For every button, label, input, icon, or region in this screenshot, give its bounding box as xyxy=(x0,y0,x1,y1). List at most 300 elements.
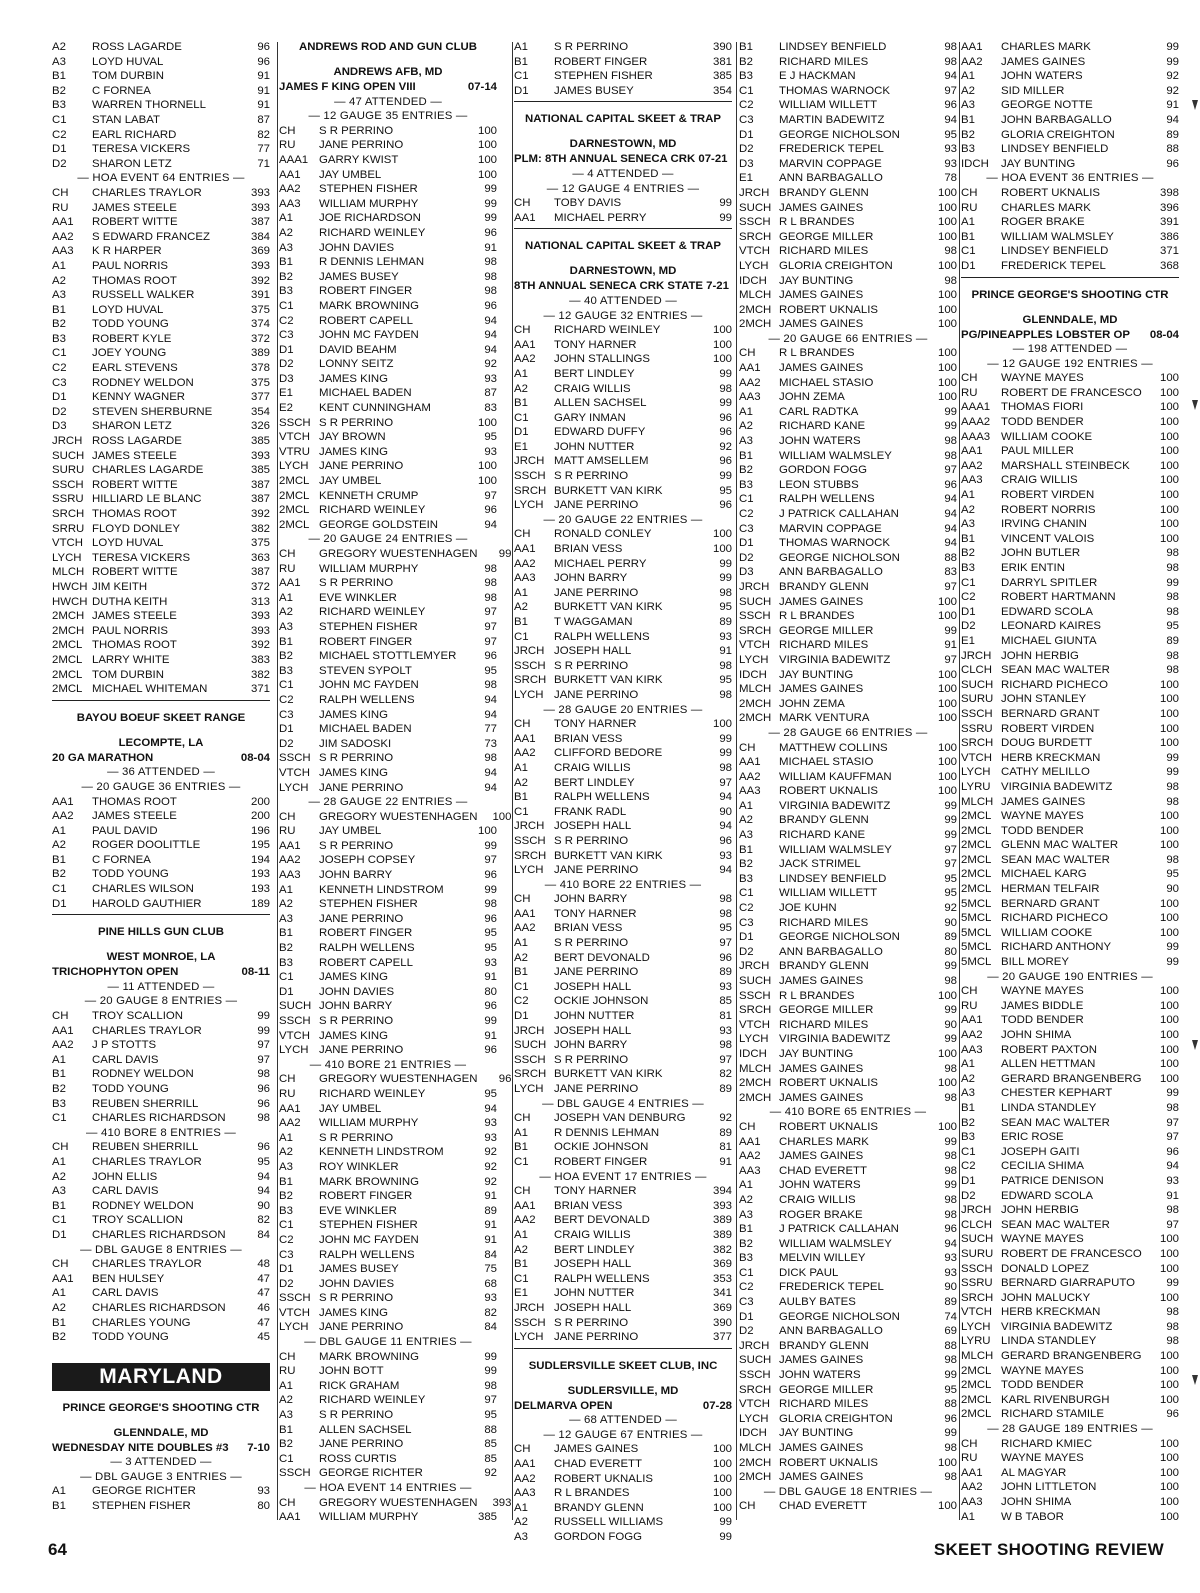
class-code: MLCH xyxy=(961,795,994,808)
score: 98 xyxy=(719,893,732,906)
class-code: SSCH xyxy=(279,416,311,429)
result-row xyxy=(514,732,732,747)
result-row xyxy=(739,1499,957,1514)
class-code: D2 xyxy=(279,737,294,750)
score: 98 xyxy=(1166,853,1179,866)
result-row xyxy=(961,1291,1179,1306)
result-row xyxy=(279,1014,497,1029)
class-code: B1 xyxy=(279,927,293,940)
event-subheading: — DBL GAUGE 4 ENTRIES — xyxy=(542,1097,704,1110)
result-row xyxy=(514,1486,732,1501)
result-row xyxy=(514,1140,732,1155)
class-code: IDCH xyxy=(739,1047,767,1060)
score: 98 xyxy=(944,1208,957,1221)
class-code: AA3 xyxy=(961,474,983,487)
class-code: C3 xyxy=(279,1248,294,1261)
class-code: C1 xyxy=(279,971,294,984)
shooter-name: CHARLES RICHARDSON xyxy=(92,1112,226,1125)
result-row xyxy=(514,659,732,674)
score: 100 xyxy=(937,318,957,331)
class-code: IDCH xyxy=(961,157,989,170)
result-row xyxy=(961,1130,1179,1145)
result-row xyxy=(279,751,497,766)
shooter-name: EVE WINKLER xyxy=(319,1204,397,1217)
score: 391 xyxy=(1159,216,1179,229)
result-row xyxy=(961,371,1179,386)
shooter-name: BERT LINDLEY xyxy=(554,367,635,380)
score: 100 xyxy=(1159,459,1179,472)
result-row xyxy=(961,459,1179,474)
score: 100 xyxy=(1159,1364,1179,1377)
shooter-name: S R PERRINO xyxy=(554,1053,629,1066)
class-code: 5MCL xyxy=(961,926,992,939)
shooter-name: THOMAS WARNOCK xyxy=(779,537,890,550)
event-subheading: — HOA EVENT 64 ENTRIES — xyxy=(77,172,245,185)
shooter-name: VIRGINIA BADEWITZ xyxy=(779,653,891,666)
column-divider xyxy=(736,42,737,1520)
event-title-row xyxy=(514,152,732,167)
score: 100 xyxy=(937,756,957,769)
class-code: AA1 xyxy=(739,362,761,375)
club-heading: WEST MONROE, LA xyxy=(106,951,216,964)
score: 377 xyxy=(250,391,270,404)
score: 97 xyxy=(484,635,497,648)
score: 85 xyxy=(484,1438,497,1451)
result-row xyxy=(739,653,957,668)
score: 99 xyxy=(944,1179,957,1192)
shooter-name: REUBEN SHERRILL xyxy=(92,1141,199,1154)
class-code: B2 xyxy=(279,942,293,955)
score: 99 xyxy=(719,732,732,745)
result-row xyxy=(961,838,1179,853)
result-row xyxy=(739,259,957,274)
score: 80 xyxy=(944,945,957,958)
shooter-name: CHARLES LAGARDE xyxy=(92,464,204,477)
shooter-name: TOBY DAVIS xyxy=(554,197,622,210)
shooter-name: TODD YOUNG xyxy=(92,1083,169,1095)
shooter-name: CHAD EVERETT xyxy=(779,1164,867,1177)
class-code: 2MCL xyxy=(961,1393,992,1406)
score: 99 xyxy=(944,799,957,812)
class-code: MLCH xyxy=(739,1442,772,1454)
class-code: VTRU xyxy=(279,445,311,458)
score: 98 xyxy=(484,1379,497,1392)
shooter-name: JOHN WATERS xyxy=(779,1179,861,1192)
shooter-name: SEAN MAC WALTER xyxy=(1001,853,1110,866)
score: 98 xyxy=(944,1354,957,1367)
score: 99 xyxy=(719,1531,732,1544)
result-row xyxy=(739,536,957,551)
class-code: D1 xyxy=(279,723,294,736)
shooter-name: S R PERRINO xyxy=(319,1015,394,1027)
shooter-name: RICK GRAHAM xyxy=(319,1379,400,1392)
score: 100 xyxy=(937,289,957,302)
score: 87 xyxy=(257,113,270,126)
class-code: AA1 xyxy=(514,732,536,745)
score: 392 xyxy=(250,639,270,652)
score: 193 xyxy=(250,883,270,896)
result-row xyxy=(514,1009,732,1024)
shooter-name: MICHAEL WHITEMAN xyxy=(92,683,208,696)
result-row xyxy=(279,372,497,387)
result-row xyxy=(961,201,1179,216)
class-code: C3 xyxy=(52,376,67,389)
shooter-name: S R PERRINO xyxy=(554,1316,629,1329)
result-row xyxy=(52,1170,270,1185)
shooter-name: VIRGINIA BADEWITZ xyxy=(1001,1320,1113,1333)
class-code: 2MCL xyxy=(279,518,310,531)
shooter-name: WARREN THORNELL xyxy=(92,99,206,112)
class-code: C1 xyxy=(514,1155,529,1168)
shooter-name: DAVID BEAHM xyxy=(319,343,397,356)
section-rule xyxy=(961,277,1179,278)
result-row xyxy=(279,1306,497,1321)
result-row xyxy=(279,1160,497,1175)
result-row xyxy=(739,1324,957,1339)
column-3 xyxy=(514,40,732,1544)
shooter-name: ROBERT FINGER xyxy=(319,1190,413,1203)
result-row xyxy=(739,84,957,99)
score: 91 xyxy=(944,639,957,652)
score: 91 xyxy=(719,1155,732,1168)
score: 82 xyxy=(257,1214,270,1227)
shooter-name: RICHARD WEINLEY xyxy=(319,1394,426,1407)
class-code: B2 xyxy=(279,1190,293,1203)
score: 94 xyxy=(1166,113,1179,126)
result-row xyxy=(739,390,957,405)
score: 99 xyxy=(944,1427,957,1440)
score: 92 xyxy=(944,902,957,915)
result-row xyxy=(279,1466,497,1481)
shooter-name: GREGORY WUESTENHAGEN xyxy=(319,548,478,560)
shooter-name: RALPH WELLENS xyxy=(319,693,415,706)
result-row xyxy=(279,1204,497,1219)
score: 97 xyxy=(944,84,957,97)
score: 98 xyxy=(944,55,957,68)
class-code: SURU xyxy=(961,1247,994,1260)
class-code: SRCH xyxy=(961,1291,994,1304)
class-code: D2 xyxy=(739,1325,754,1338)
score: 100 xyxy=(712,1472,732,1485)
result-row xyxy=(52,157,270,172)
score: 92 xyxy=(719,1112,732,1125)
class-code: AA2 xyxy=(514,1214,536,1227)
shooter-name: SEAN MAC WALTER xyxy=(1001,664,1110,677)
class-code: A3 xyxy=(514,1531,528,1544)
class-code: B2 xyxy=(961,128,975,141)
score: 393 xyxy=(250,259,270,272)
result-row xyxy=(961,649,1179,664)
shooter-name: BRIAN VESS xyxy=(554,543,623,556)
score: 96 xyxy=(1166,1145,1179,1158)
score: 98 xyxy=(719,382,732,395)
shooter-name: JAMES GAINES xyxy=(1001,55,1086,68)
result-row xyxy=(739,434,957,449)
score: 393 xyxy=(492,1496,512,1509)
shooter-name: ROBERT UKNALIS xyxy=(779,785,878,798)
result-row xyxy=(961,1013,1179,1028)
score: 98 xyxy=(719,1039,732,1052)
shooter-name: R L BRANDES xyxy=(779,610,855,623)
score: 94 xyxy=(484,781,497,794)
shooter-name: CECILIA SHIMA xyxy=(1001,1160,1084,1173)
class-code: A1 xyxy=(52,259,66,272)
class-code: RU xyxy=(279,139,296,152)
result-row xyxy=(279,1291,497,1306)
shooter-name: JAMES KING xyxy=(319,1029,388,1042)
result-row xyxy=(279,211,497,226)
score: 100 xyxy=(1159,416,1179,429)
score: 98 xyxy=(1166,1335,1179,1348)
event-subheading: — HOA EVENT 14 ENTRIES — xyxy=(304,1482,472,1494)
result-row xyxy=(52,1272,270,1287)
class-code: RU xyxy=(961,201,978,214)
event-subheading: — 198 ATTENDED — xyxy=(1012,343,1128,356)
result-row xyxy=(279,737,497,752)
class-code: B2 xyxy=(739,858,753,871)
result-row xyxy=(739,303,957,318)
result-row xyxy=(961,503,1179,518)
class-code: AA1 xyxy=(279,577,301,590)
score: 97 xyxy=(484,854,497,867)
shooter-name: TODD BENDER xyxy=(1001,416,1084,429)
score: 385 xyxy=(712,70,732,83)
class-code: AA1 xyxy=(279,168,301,181)
score: 385 xyxy=(250,435,270,448)
class-code: B1 xyxy=(514,1258,528,1271)
shooter-name: CLIFFORD BEDORE xyxy=(554,747,663,760)
score: 383 xyxy=(250,653,270,666)
score: 47 xyxy=(257,1287,270,1300)
class-code: A2 xyxy=(739,814,753,827)
shooter-name: JAMES STEELE xyxy=(92,449,177,462)
class-code: LYCH xyxy=(739,653,769,666)
class-code: VTCH xyxy=(739,1398,771,1411)
class-code: CH xyxy=(514,1112,531,1125)
result-row xyxy=(739,171,957,186)
result-row xyxy=(739,1310,957,1325)
class-code: CH xyxy=(279,1496,296,1509)
result-row xyxy=(279,562,497,577)
result-row xyxy=(739,1456,957,1471)
result-row xyxy=(739,1353,957,1368)
class-code: SSCH xyxy=(514,470,546,483)
score: 97 xyxy=(719,937,732,950)
magazine-name: SKEET SHOOTING REVIEW xyxy=(933,1540,1164,1559)
class-code: SSCH xyxy=(961,707,993,720)
score: 95 xyxy=(1166,620,1179,633)
class-code: JRCH xyxy=(52,435,83,448)
score: 99 xyxy=(484,197,497,210)
class-code: 2MCL xyxy=(961,883,992,896)
shooter-name: GLORIA CREIGHTON xyxy=(779,259,893,272)
score: 98 xyxy=(944,449,957,462)
score: 94 xyxy=(944,493,957,506)
event-name: PLM: 8TH ANNUAL SENECA CRK 07-21 xyxy=(514,153,728,166)
shooter-name: TERESA VICKERS xyxy=(92,143,191,156)
column-divider xyxy=(277,42,278,1520)
score: 87 xyxy=(484,387,497,400)
score: 91 xyxy=(484,1219,497,1232)
score: 99 xyxy=(1166,941,1179,954)
result-row xyxy=(514,484,732,499)
shooter-name: S EDWARD FRANCEZ xyxy=(92,230,210,243)
class-code: SUCH xyxy=(739,595,772,608)
result-row xyxy=(52,128,270,143)
shooter-name: JANE PERRINO xyxy=(554,864,639,877)
score: 195 xyxy=(250,839,270,852)
class-code: A2 xyxy=(514,382,528,395)
shooter-name: LINDSEY BENFIELD xyxy=(779,41,887,53)
result-row xyxy=(52,1082,270,1097)
shooter-name: R DENNIS LEHMAN xyxy=(554,1126,660,1139)
class-code: SUCH xyxy=(52,449,85,462)
class-code: LYCH xyxy=(739,1412,769,1425)
result-row xyxy=(739,230,957,245)
result-row xyxy=(52,492,270,507)
result-row xyxy=(279,503,497,518)
event-name: 8TH ANNUAL SENECA CRK STATE 7-21 xyxy=(514,280,729,293)
class-code: CH xyxy=(279,1350,296,1363)
shooter-name: ROBERT WITTE xyxy=(92,478,178,491)
score: 96 xyxy=(944,1223,957,1236)
result-row xyxy=(52,1330,270,1345)
shooter-name: ROBERT UKNALIS xyxy=(779,1077,878,1090)
shooter-name: ROBERT FINGER xyxy=(319,635,413,648)
score: 100 xyxy=(937,1077,957,1090)
shooter-name: HERMAN TELFAIR xyxy=(1001,883,1100,896)
score: 85 xyxy=(719,995,732,1008)
score: 94 xyxy=(944,70,957,83)
result-row xyxy=(514,790,732,805)
class-code: AA2 xyxy=(961,55,983,68)
score: 96 xyxy=(484,1044,497,1057)
class-code: AA3 xyxy=(279,197,301,210)
class-code: AA3 xyxy=(961,1043,983,1056)
score: 93 xyxy=(719,849,732,862)
class-code: A1 xyxy=(514,1126,528,1139)
result-row xyxy=(279,1145,497,1160)
class-code: C1 xyxy=(961,576,976,589)
event-title-row xyxy=(514,1399,732,1414)
result-row xyxy=(739,857,957,872)
shooter-name: VIRGINIA BADEWITZ xyxy=(1001,780,1113,793)
result-row xyxy=(739,595,957,610)
score: 375 xyxy=(250,376,270,389)
class-code: AA1 xyxy=(52,795,74,808)
result-row xyxy=(514,1330,732,1345)
shooter-name: ROBERT FINGER xyxy=(554,1155,648,1168)
class-code: 5MCL xyxy=(961,897,992,910)
score: 91 xyxy=(1166,99,1179,112)
shooter-name: JOHN BARRY xyxy=(554,1039,628,1052)
score: 391 xyxy=(250,289,270,302)
section-rule xyxy=(514,1348,732,1349)
score: 100 xyxy=(712,1458,732,1471)
class-code: A1 xyxy=(514,1228,528,1241)
result-row xyxy=(279,664,497,679)
result-row xyxy=(279,284,497,299)
class-code: B3 xyxy=(52,99,66,112)
result-row xyxy=(514,951,732,966)
shooter-name: JOHN MC FAYDEN xyxy=(319,679,419,692)
shooter-name: RICHARD MILES xyxy=(779,55,869,68)
class-code: AA2 xyxy=(961,459,983,472)
shooter-name: JANE PERRINO xyxy=(319,1321,404,1334)
result-row xyxy=(279,474,497,489)
result-row xyxy=(52,795,270,810)
class-code: A2 xyxy=(514,601,528,614)
shooter-name: RALPH WELLENS xyxy=(319,942,415,955)
class-code: B3 xyxy=(52,1097,66,1110)
class-code: LYCH xyxy=(514,1331,544,1344)
result-row xyxy=(514,849,732,864)
shooter-name: THOMAS ROOT xyxy=(92,274,177,287)
class-code: CLCH xyxy=(961,664,993,677)
result-row xyxy=(52,507,270,522)
class-code: JRCH xyxy=(514,820,545,833)
score: 90 xyxy=(944,1281,957,1294)
result-row xyxy=(279,1175,497,1190)
shooter-name: JAMES KING xyxy=(319,766,388,779)
class-code: MLCH xyxy=(52,566,85,579)
result-row xyxy=(279,1102,497,1117)
score: 100 xyxy=(937,216,957,229)
score: 100 xyxy=(937,595,957,608)
shooter-name: CHARLES TRAYLOR xyxy=(92,1258,202,1271)
shooter-name: S R PERRINO xyxy=(319,839,394,852)
score: 99 xyxy=(719,572,732,585)
shooter-name: TODD BENDER xyxy=(1001,1014,1084,1027)
shooter-name: RICHARD KANE xyxy=(779,829,866,842)
score: 93 xyxy=(719,630,732,643)
shooter-name: JAMES BUSEY xyxy=(319,270,399,283)
class-code: AA1 xyxy=(52,1024,74,1037)
class-code: CH xyxy=(739,1500,756,1513)
class-code: E1 xyxy=(739,172,753,185)
score: 96 xyxy=(484,1000,497,1013)
result-row xyxy=(279,489,497,504)
class-code: CH xyxy=(739,347,756,360)
class-code: A1 xyxy=(279,883,293,896)
result-row xyxy=(739,1237,957,1252)
score: 372 xyxy=(250,580,270,593)
shooter-name: SHARON LETZ xyxy=(92,157,172,170)
score: 100 xyxy=(477,153,497,166)
result-row xyxy=(961,1262,1179,1277)
score: 98 xyxy=(1166,605,1179,618)
score: 94 xyxy=(484,518,497,531)
score: 98 xyxy=(484,752,497,765)
result-row xyxy=(739,828,957,843)
shooter-name: MICHAEL STASIO xyxy=(779,376,874,389)
shooter-name: ALLEN SACHSEL xyxy=(554,397,647,410)
margin-mark xyxy=(1192,400,1198,410)
shooter-name: PATRICE DENISON xyxy=(1001,1174,1104,1187)
shooter-name: WILLIAM MURPHY xyxy=(319,562,419,575)
class-code: B1 xyxy=(52,1068,66,1081)
score: 82 xyxy=(257,128,270,141)
class-code: D1 xyxy=(961,1174,976,1187)
shooter-name: GERARD BRANGENBERG xyxy=(1001,1072,1142,1085)
score: 84 xyxy=(484,1248,497,1261)
result-row xyxy=(739,901,957,916)
score: 96 xyxy=(257,1141,270,1154)
score: 90 xyxy=(257,1199,270,1212)
column-1-part-a xyxy=(52,40,270,697)
result-row xyxy=(514,863,732,878)
result-row xyxy=(961,780,1179,795)
